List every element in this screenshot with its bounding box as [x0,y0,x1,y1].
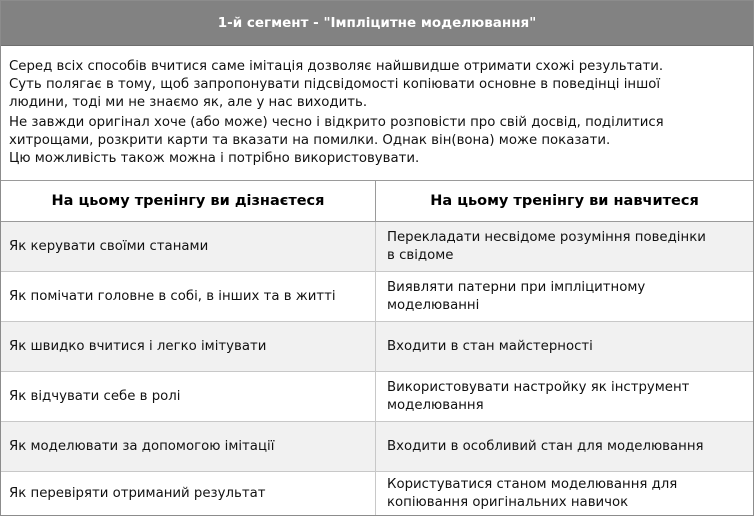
intro-line: Суть полягає в тому, щоб запропонувати підсвідомості копіювати основне в поведінці іншої [9,77,661,92]
row-topic: Як відчувати себе в ролі [1,372,376,421]
row-topic: Як помічати головне в собі, в інших та в житті [1,272,376,321]
row-skill: Виявляти патерни при імпліцитному моделюванні [387,279,646,313]
row-skill: Входити в особливий стан для моделювання [387,438,704,454]
intro-line: Не завжди оригінал хоче (або може) чесно і відкрито розповісти про свій досвід, поділитися [9,115,664,130]
row-skill: Використовувати настройку як інструмент моделювання [387,379,690,413]
table-row [1,472,753,515]
intro-line: людини, тоді ми не знаємо як, але у нас виходить. [9,95,368,110]
intro-line: Серед всіх способів вчитися саме імітація дозволяє найшвидше отримати схожі результати. [9,59,664,74]
table-row [1,272,753,322]
table-row [1,322,753,372]
table-row [1,372,753,422]
column-header-learn-about: На цьому тренінгу ви дізнаєтеся [1,181,376,221]
row-skill: Користуватися станом моделювання для копіювання оригінальних навичок [387,476,678,510]
row-topic: Як моделювати за допомогою імітації [1,422,376,471]
column-header-learn-to: На цьому тренінгу ви навчитеся [376,181,753,221]
table-row [1,422,753,472]
intro-text [1,46,753,181]
row-topic: Як перевіряти отриманий результат [1,472,376,515]
table-row [1,222,753,272]
intro-line: хитрощами, розкрити карти та вказати на помилки. Однак він(вона) може показати. [9,133,611,148]
row-topic: Як керувати своїми станами [1,222,376,271]
segment-title: 1-й сегмент - "Імпліцитне моделювання" [1,1,753,46]
row-topic: Як швидко вчитися і легко імітувати [1,322,376,371]
row-skill: Входити в стан майстерності [387,338,593,354]
row-skill: Перекладати несвідоме розуміння поведінки в свідоме [387,229,706,263]
intro-line: Цю можливість також можна і потрібно використовувати. [9,151,420,166]
